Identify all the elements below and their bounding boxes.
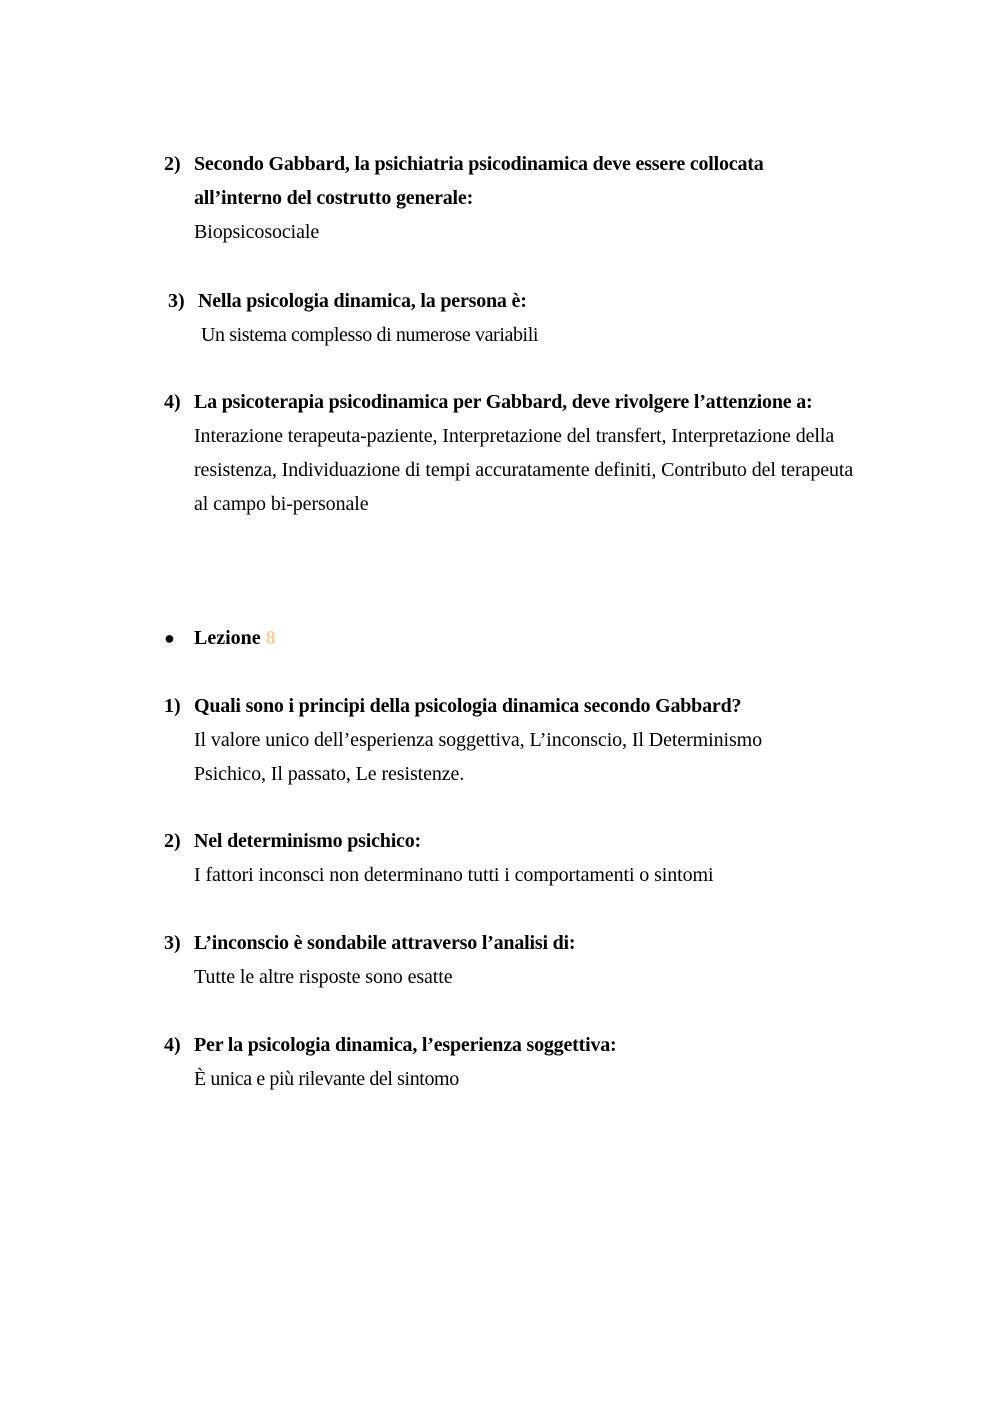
question-row [164, 824, 864, 858]
question-block [164, 926, 864, 994]
question-row [164, 926, 864, 960]
answer-text: Tutte le altre risposte sono esatte [194, 966, 453, 988]
question-row [164, 147, 864, 215]
question-block [164, 1028, 864, 1096]
question-block [164, 689, 864, 791]
question-row [164, 385, 864, 419]
answer-text: È unica e più rilevante del sintomo [194, 1068, 459, 1090]
answer-text: I fattori inconsci non determinano tutti i comportamenti o sintomi [194, 864, 714, 886]
question-text: L’inconscio è sondabile attraverso l’analisi di: [194, 932, 576, 954]
lesson-number: 8 [265, 627, 276, 649]
bullet-icon: ● [164, 628, 175, 648]
question-text: Secondo Gabbard, la psichiatria psicodinamica deve essere collocata all’interno del costrutto generale: [194, 153, 764, 209]
question-number: 2) [164, 830, 181, 852]
question-row [164, 1028, 864, 1062]
question-block [164, 824, 864, 892]
lesson-label: Lezione [194, 627, 261, 649]
question-number: 2) [164, 153, 181, 175]
question-text: Nel determinismo psichico: [194, 830, 421, 852]
answer-text: Interazione terapeuta-paziente, Interpretazione del transfert, Interpretazione della resistenza, Individuazione di tempi accuratamente definiti, Contributo del terapeuta al campo bi-personale [194, 425, 854, 515]
question-number: 4) [164, 391, 181, 413]
question-text: Per la psicologia dinamica, l’esperienza soggettiva: [194, 1034, 617, 1056]
answer-text: Biopsicosociale [194, 221, 320, 243]
question-block [164, 385, 864, 521]
question-row [164, 689, 864, 723]
question-number: 1) [164, 695, 181, 717]
question-text: Quali sono i principi della psicologia dinamica secondo Gabbard? [194, 695, 742, 717]
question-text: La psicoterapia psicodinamica per Gabbard, deve rivolgere l’attenzione a: [194, 391, 813, 413]
answer-text: Un sistema complesso di numerose variabili [201, 324, 539, 346]
answer-text: Il valore unico dell’esperienza soggettiva, L’inconscio, Il Determinismo Psichico, Il passato, Le resistenze. [194, 729, 762, 785]
question-block [168, 284, 868, 352]
lesson-row [164, 621, 864, 655]
question-number: 3) [164, 932, 181, 954]
question-number: 4) [164, 1034, 181, 1056]
question-text: Nella psicologia dinamica, la persona è: [198, 290, 527, 312]
question-number: 3) [168, 290, 185, 312]
lesson-heading [164, 621, 864, 655]
question-block [164, 147, 864, 249]
question-row [168, 284, 868, 318]
